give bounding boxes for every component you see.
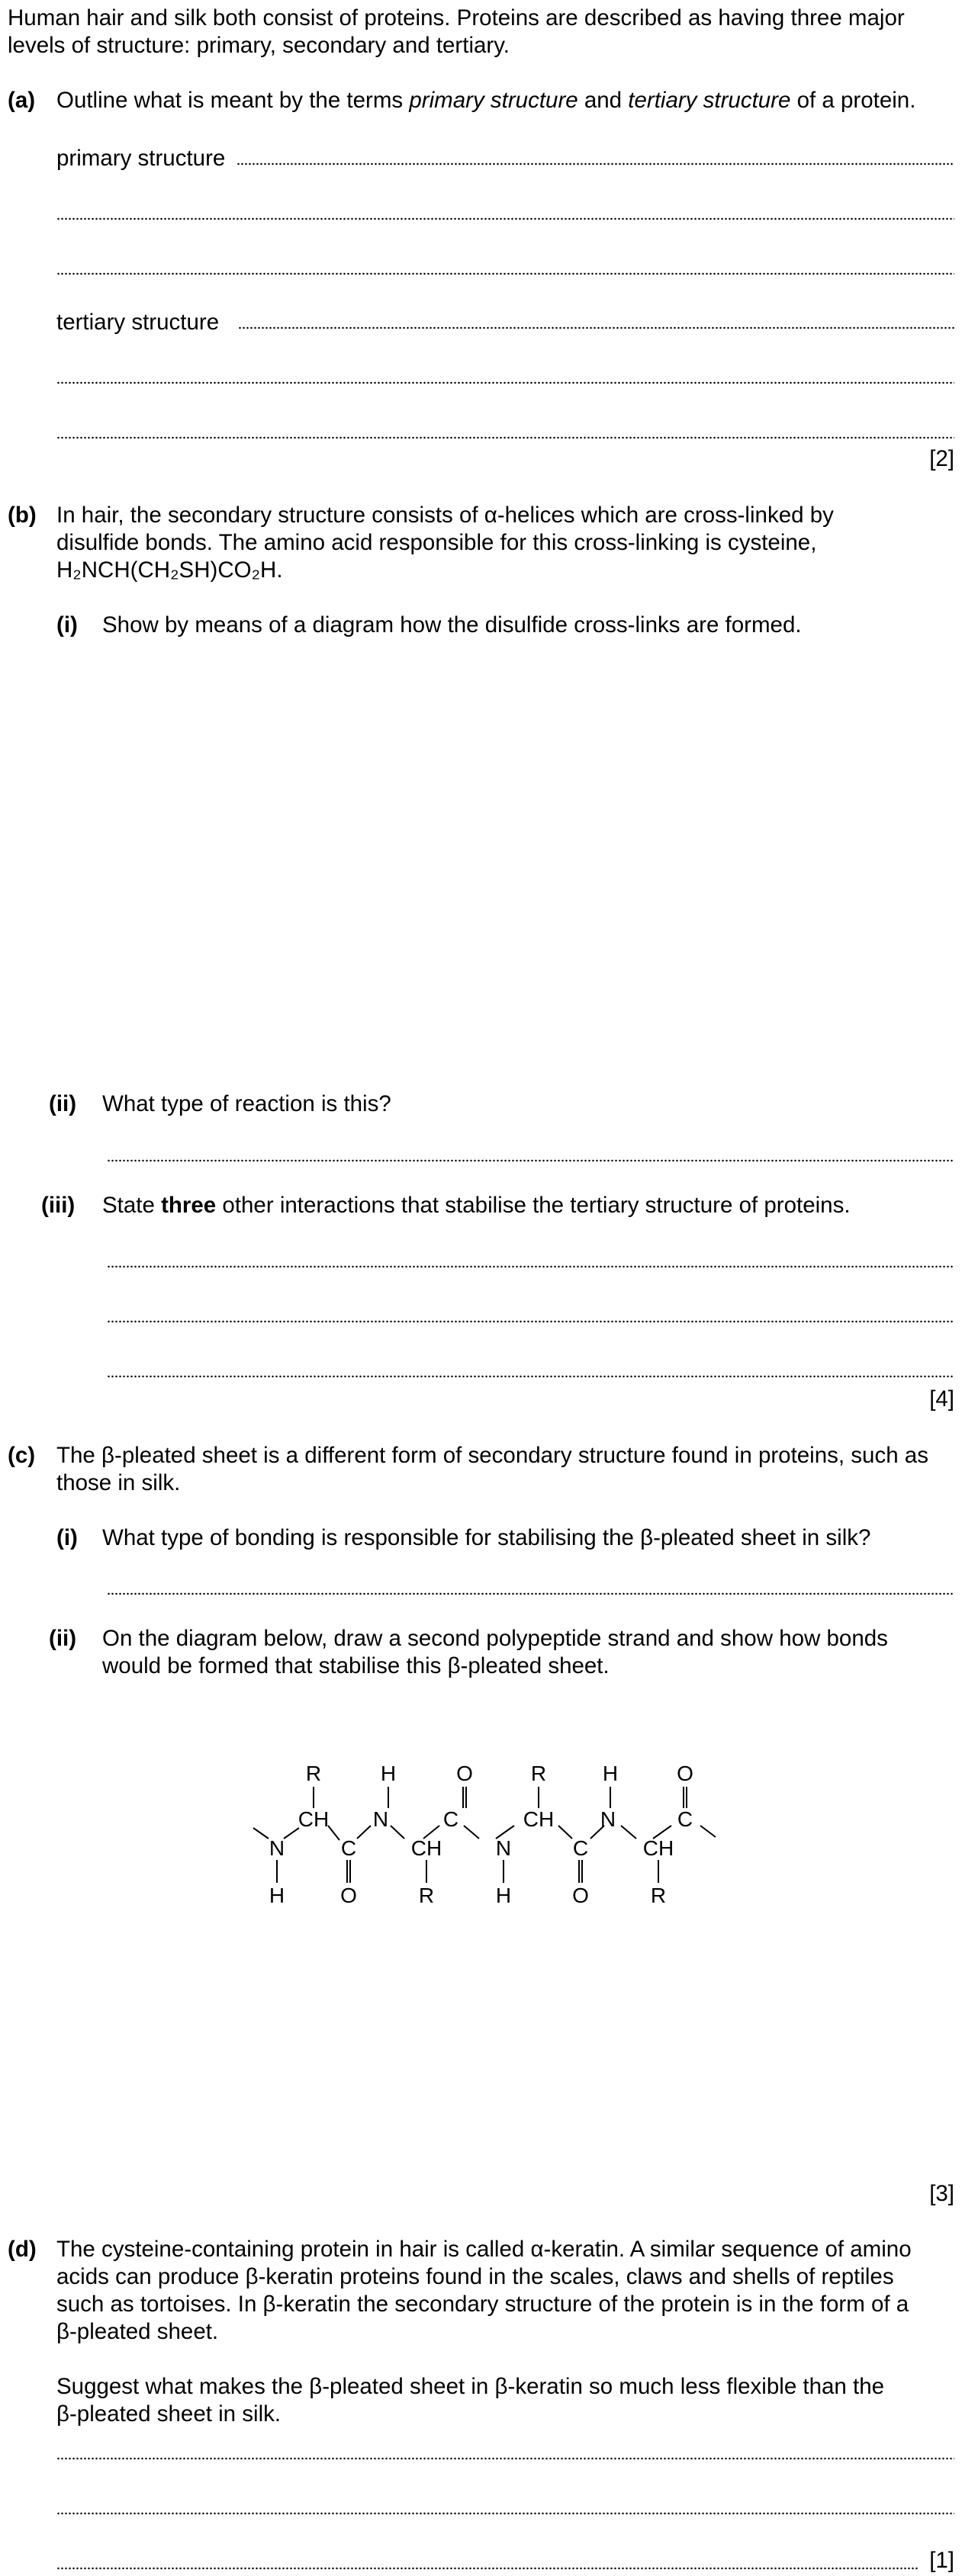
answer-line-b-iii-3[interactable] <box>107 1375 954 1378</box>
intro-line-2: levels of structure: primary, secondary and tertiary. <box>8 33 510 58</box>
diagram-answer-space[interactable] <box>102 656 954 1083</box>
answer-line-b-iii-1[interactable] <box>107 1265 954 1268</box>
diagram-top-label: O <box>456 1762 473 1785</box>
diagram-mid-label: CH <box>298 1807 330 1831</box>
answer-line-c-i[interactable] <box>107 1592 954 1595</box>
part-c-i-question: What type of bonding is responsible for stabilising the β-pleated sheet in silk? <box>102 1525 871 1550</box>
part-c-i-label: (i) <box>56 1525 78 1550</box>
part-a-marks: [2] <box>929 446 954 471</box>
answer-line-primary-2[interactable] <box>56 217 954 220</box>
part-c-ii-text-1: On the diagram below, draw a second polypeptide strand and show how bonds <box>102 1626 888 1651</box>
part-b-text-1: In hair, the secondary structure consists of α-helices which are cross-linked by <box>56 503 834 528</box>
diagram-low-label: C <box>340 1836 357 1860</box>
diagram-low-label: N <box>269 1836 285 1860</box>
part-d-text-6: β-pleated sheet in silk. <box>56 2401 282 2427</box>
diagram-bottom-label: R <box>418 1884 435 1907</box>
part-c-ii-text-2: would be formed that stabilise this β-pleated sheet. <box>102 1653 610 1678</box>
part-d-label: (d) <box>8 2237 37 2262</box>
diagram-mid-label: CH <box>523 1807 555 1831</box>
part-c-ii-label: (ii) <box>49 1626 77 1651</box>
tertiary-structure-label: tertiary structure <box>56 310 220 335</box>
intro-line-1: Human hair and silk both consist of proteins. Proteins are described as having three major <box>8 5 905 31</box>
part-c-marks: [3] <box>929 2181 954 2206</box>
diagram-mid-label: N <box>372 1807 389 1831</box>
answer-line-tertiary-2[interactable] <box>56 381 954 384</box>
part-d-text-1: The cysteine-containing protein in hair is called α-keratin. A similar sequence of amino <box>56 2237 912 2262</box>
part-d-text-5: Suggest what makes the β-pleated sheet in β-keratin so much less flexible than the <box>56 2374 885 2399</box>
diagram-low-label: CH <box>410 1836 442 1860</box>
diagram-top-label: R <box>530 1762 547 1785</box>
answer-line-b-ii[interactable] <box>107 1159 954 1162</box>
diagram-bottom-label: R <box>650 1884 667 1907</box>
part-b-iii-label: (iii) <box>41 1193 76 1218</box>
part-b-i-label: (i) <box>56 612 78 638</box>
part-c-text-1: The β-pleated sheet is a different form of secondary structure found in proteins, such as <box>56 1443 928 1468</box>
answer-line-d-3[interactable] <box>56 2567 918 2570</box>
answer-line-d-2[interactable] <box>56 2512 954 2515</box>
part-d-marks: [1] <box>929 2548 954 2573</box>
answer-line-tertiary-1[interactable] <box>238 326 954 329</box>
part-a-question: Outline what is meant by the terms primary structure and tertiary structure of a protein. <box>56 88 916 113</box>
part-c-label: (c) <box>8 1443 36 1468</box>
diagram-top-label: R <box>305 1762 322 1785</box>
polypeptide-strand-diagram <box>229 1681 748 1910</box>
part-b-label: (b) <box>8 503 37 528</box>
part-b-ii-label: (ii) <box>49 1091 77 1116</box>
diagram-bottom-label: H <box>269 1884 285 1907</box>
answer-line-tertiary-3[interactable] <box>56 436 954 439</box>
primary-structure-label: primary structure <box>56 146 226 171</box>
part-a-label: (a) <box>8 88 36 113</box>
diagram-top-label: O <box>677 1762 693 1785</box>
diagram-top-label: H <box>602 1762 619 1785</box>
part-b-iii-question: State three other interactions that stabilise the tertiary structure of proteins. <box>102 1193 851 1218</box>
part-d-text-4: β-pleated sheet. <box>56 2319 219 2344</box>
answer-line-b-iii-2[interactable] <box>107 1320 954 1323</box>
diagram-low-label: N <box>495 1836 512 1860</box>
part-b-ii-question: What type of reaction is this? <box>102 1091 391 1116</box>
diagram-bottom-label: O <box>340 1884 357 1907</box>
cysteine-formula: H₂NCH(CH₂SH)CO₂H. <box>56 557 283 583</box>
diagram-drawing-space[interactable] <box>102 1918 954 2170</box>
diagram-mid-label: N <box>600 1807 616 1831</box>
diagram-bottom-label: O <box>572 1884 589 1907</box>
diagram-low-label: C <box>572 1836 589 1860</box>
diagram-mid-label: C <box>677 1807 693 1831</box>
answer-line-d-1[interactable] <box>56 2457 954 2460</box>
diagram-low-label: CH <box>642 1836 674 1860</box>
diagram-top-label: H <box>380 1762 397 1785</box>
answer-line-primary-1[interactable] <box>236 162 954 165</box>
diagram-mid-label: C <box>442 1807 459 1831</box>
part-b-marks: [4] <box>929 1386 954 1412</box>
part-c-text-2: those in silk. <box>56 1470 181 1495</box>
answer-line-primary-3[interactable] <box>56 272 954 275</box>
part-d-text-2: acids can produce β-keratin proteins found in the scales, claws and shells of reptiles <box>56 2264 894 2289</box>
part-b-i-question: Show by means of a diagram how the disulfide cross-links are formed. <box>102 612 802 638</box>
diagram-bottom-label: H <box>495 1884 512 1907</box>
part-b-text-2: disulfide bonds. The amino acid responsible for this cross-linking is cysteine, <box>56 530 817 555</box>
part-d-text-3: such as tortoises. In β-keratin the secondary structure of the protein is in the form of a <box>56 2292 909 2317</box>
